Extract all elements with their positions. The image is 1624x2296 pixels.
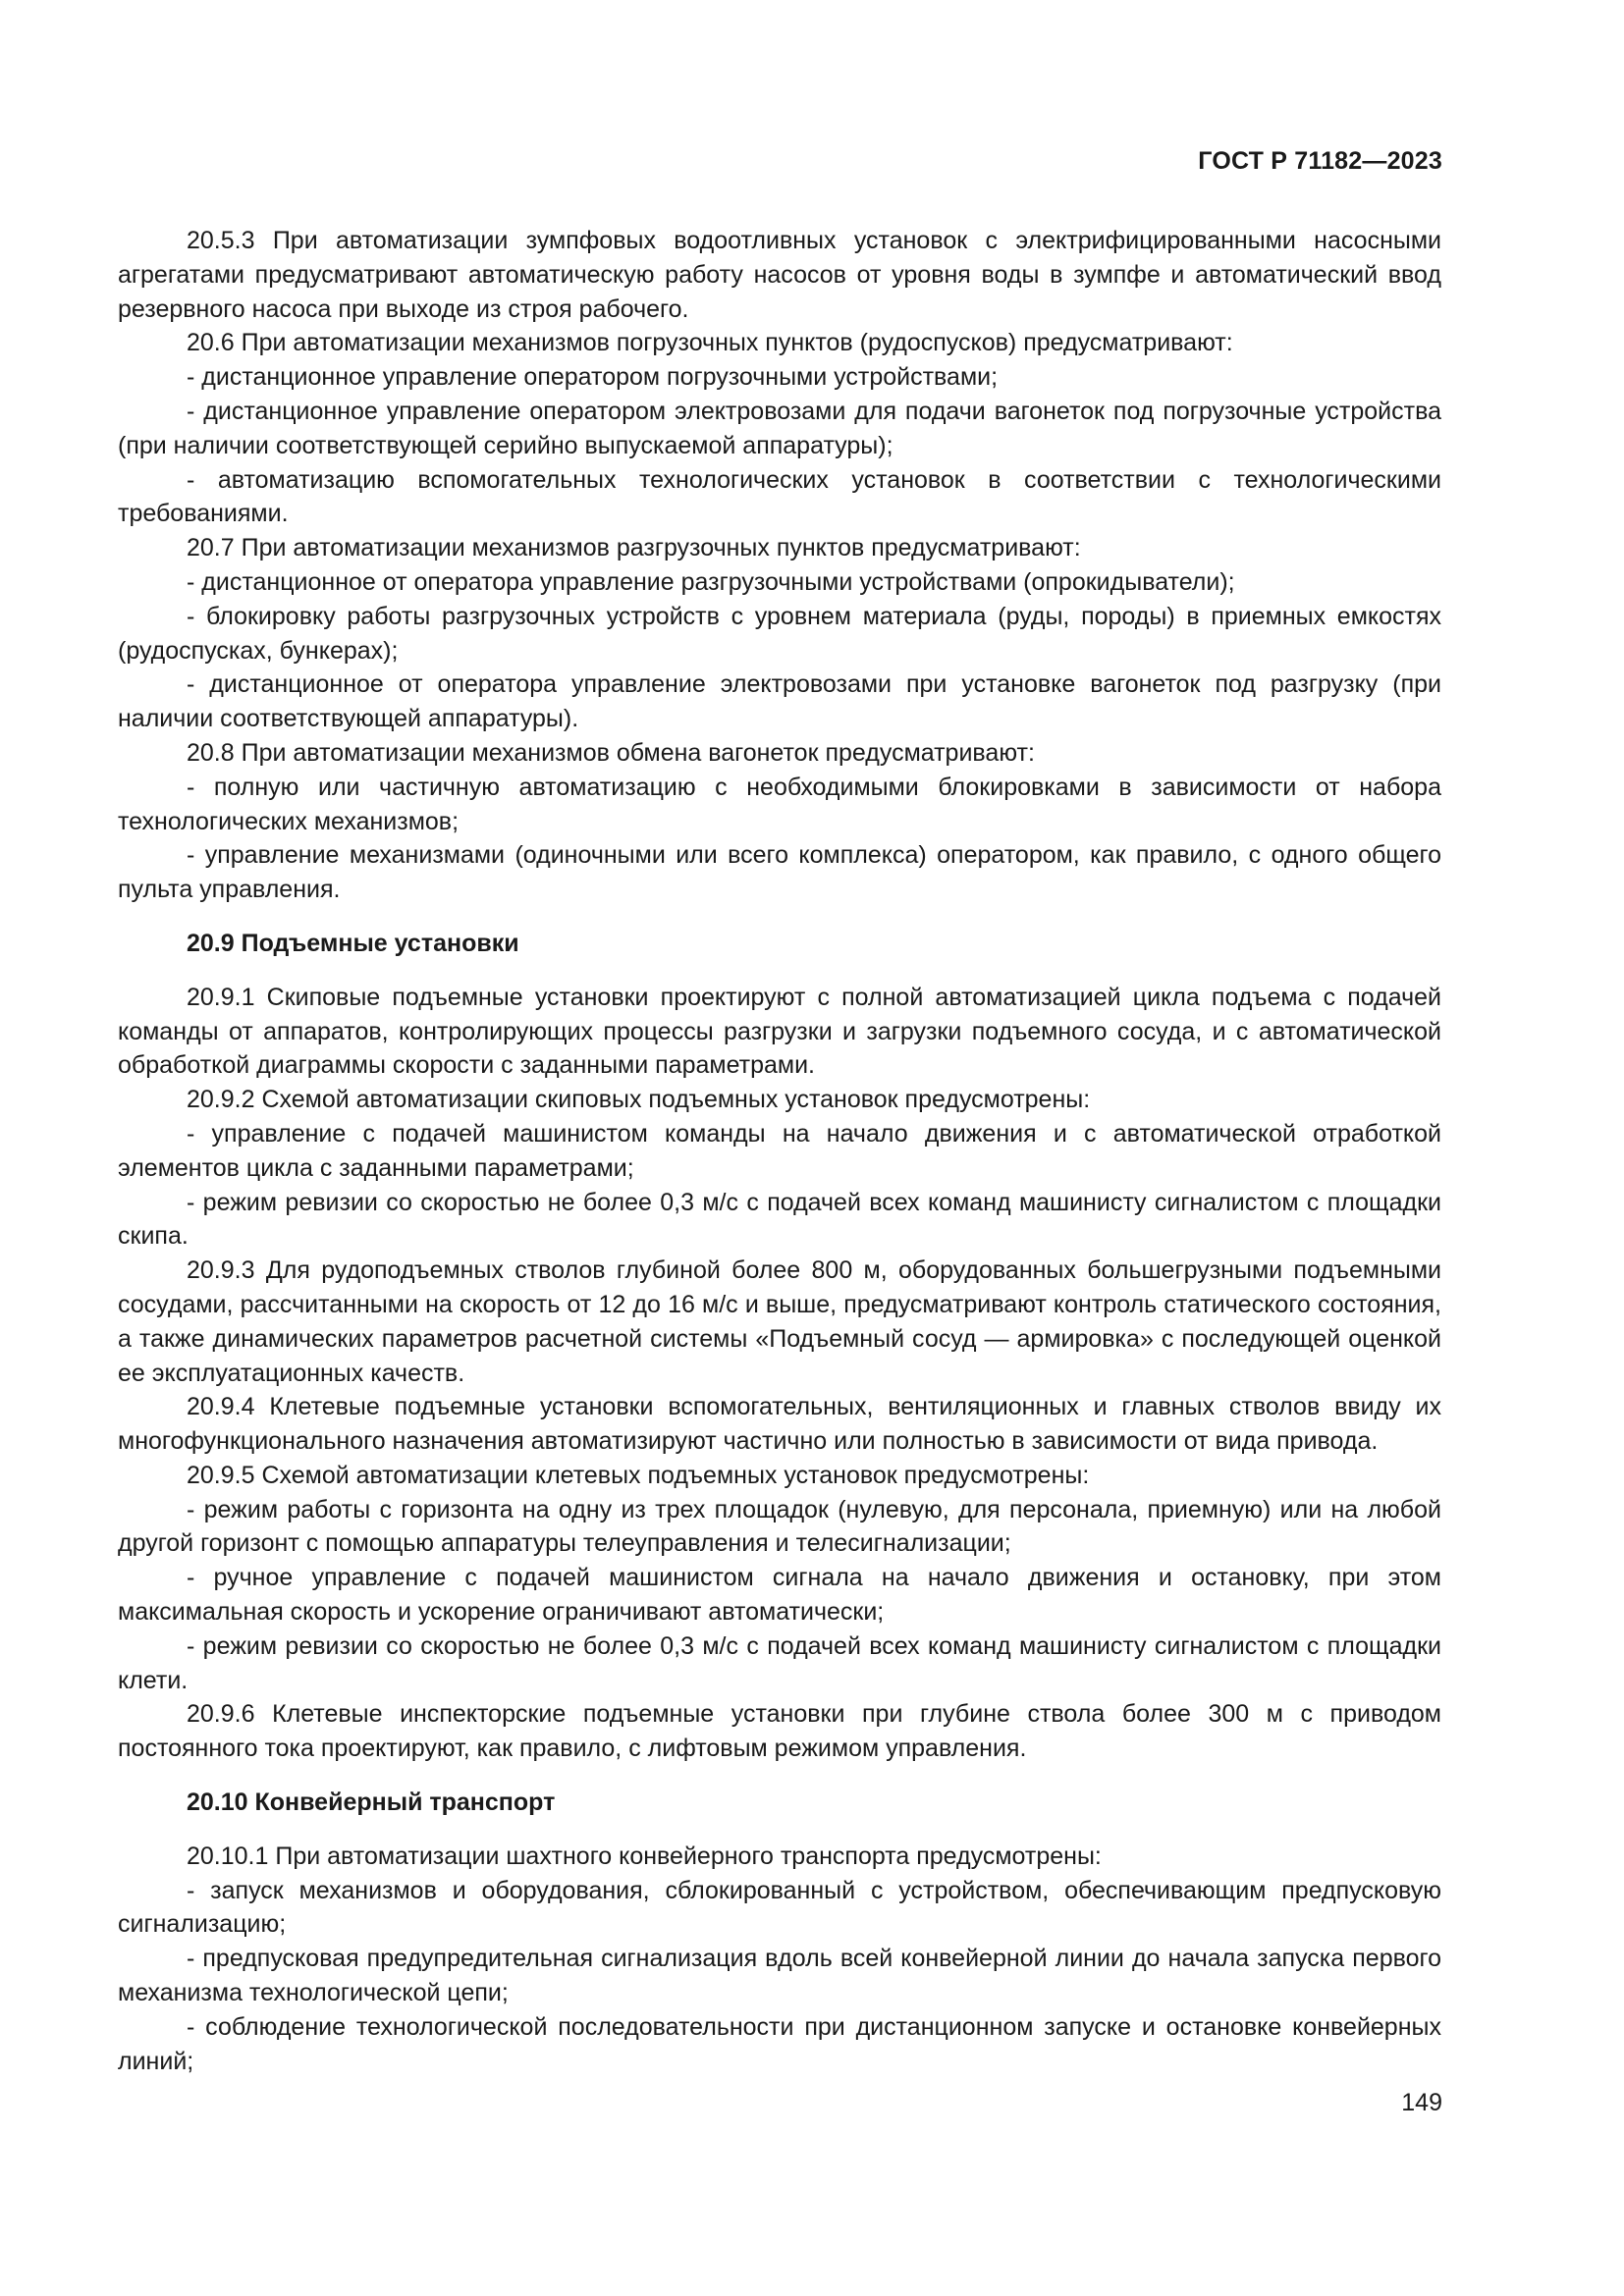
paragraph: 20.9.6 Клетевые инспекторские подъемные установки при глубине ствола более 300 м с приводом постоянного тока проектируют, как правило, с лифтовым режимом управления. <box>118 1700 1441 1763</box>
list-item: - дистанционное от оператора управление электровозами при установке вагонеток под разгрузку (при наличии соответствующей аппаратуры). <box>118 670 1441 733</box>
list-item: - ручное управление с подачей машинистом сигнала на начало движения и остановку, при этом максимальная скорость и ускорение ограничивают автоматически; <box>118 1564 1441 1627</box>
paragraph: 20.5.3 При автоматизации зумпфовых водоотливных установок с электрифицированными насосными агрегатами предусматривают автоматическую работу насосов от уровня воды в зумпфе и автоматический ввод резервного насоса при выходе из строя рабочего. <box>118 227 1441 323</box>
list-item: - дистанционное от оператора управление разгрузочными устройствами (опрокидыватели); <box>187 567 1235 596</box>
list-item: - режим ревизии со скоростью не более 0,3 м/с с подачей всех команд машинисту сигналистом с площадки скипа. <box>118 1188 1441 1251</box>
paragraph: 20.9.4 Клетевые подъемные установки вспомогательных, вентиляционных и главных стволов ввиду их многофункционального назначения автоматизируют частично или полностью в зависимости от вида привода. <box>118 1393 1441 1456</box>
list-item: - блокировку работы разгрузочных устройств с уровнем материала (руды, породы) в приемных емкостях (рудоспусках, бункерах); <box>118 602 1441 665</box>
paragraph: 20.9.5 Схемой автоматизации клетевых подъемных установок предусмотрены: <box>187 1461 1090 1489</box>
list-item: - запуск механизмов и оборудования, сблокированный с устройством, обеспечивающим предпусковую сигнализацию; <box>118 1876 1441 1939</box>
paragraph: 20.9.1 Скиповые подъемные установки проектируют с полной автоматизацией цикла подъема с подачей команды от аппаратов, контролирующих процессы разгрузки и загрузки подъемного сосуда, и с автоматической обработкой диаграммы скорости с заданными параметрами. <box>118 983 1441 1080</box>
list-item: - предпусковая предупредительная сигнализация вдоль всей конвейерной линии до начала запуска первого механизма технологической цепи; <box>118 1945 1441 2007</box>
list-item: - режим ревизии со скоростью не более 0,3 м/с с подачей всех команд машинисту сигналистом с площадки клети. <box>118 1631 1441 1694</box>
paragraph: 20.8 При автоматизации механизмов обмена вагонеток предусматривают: <box>187 738 1035 767</box>
list-item: - дистанционное управление оператором электровозами для подачи вагонеток под погрузочные устройства (при наличии соответствующей серийно выпускаемой аппаратуры); <box>118 397 1441 459</box>
list-item: - соблюдение технологической последовательности при дистанционном запуске и остановке конвейерных линий; <box>118 2012 1441 2075</box>
paragraph: 20.10.1 При автоматизации шахтного конвейерного транспорта предусмотрены: <box>187 1842 1102 1870</box>
list-item: - режим работы с горизонта на одну из трех площадок (нулевую, для персонала, приемную) или на любой другой горизонт с помощью аппаратуры телеуправления и телесигнализации; <box>118 1495 1441 1558</box>
document-body <box>118 224 1441 2078</box>
paragraph: 20.6 При автоматизации механизмов погрузочных пунктов (рудоспусков) предусматривают: <box>187 329 1233 357</box>
page-number: 149 <box>1401 2089 1442 2116</box>
list-item: - полную или частичную автоматизацию с необходимыми блокировками в зависимости от набора технологических механизмов; <box>118 773 1441 835</box>
list-item: - автоматизацию вспомогательных технологических установок в соответствии с технологическими требованиями. <box>118 465 1441 528</box>
document-header: ГОСТ Р 71182—2023 <box>1198 147 1442 175</box>
paragraph: 20.7 При автоматизации механизмов разгрузочных пунктов предусматривают: <box>187 534 1081 562</box>
paragraph: 20.9.3 Для рудоподъемных стволов глубиной более 800 м, оборудованных большегрузными подъемными сосудами, рассчитанными на скорость от 12 до 16 м/с и выше, предусматривают контроль статического состояния, а также динамических параметров расчетной системы «Подъемный сосуд — армировка» с последующей оценкой ее эксплуатационных качеств. <box>118 1256 1441 1387</box>
list-item: - управление с подачей машинистом команды на начало движения и с автоматической отработкой элементов цикла с заданными параметрами; <box>118 1119 1441 1182</box>
section-heading: 20.10 Конвейерный транспорт <box>187 1789 556 1817</box>
section-heading: 20.9 Подъемные установки <box>187 929 519 957</box>
paragraph: 20.9.2 Схемой автоматизации скиповых подъемных установок предусмотрены: <box>187 1086 1091 1114</box>
list-item: - управление механизмами (одиночными или всего комплекса) оператором, как правило, с одного общего пульта управления. <box>118 841 1441 904</box>
list-item: - дистанционное управление оператором погрузочными устройствами; <box>187 363 999 392</box>
